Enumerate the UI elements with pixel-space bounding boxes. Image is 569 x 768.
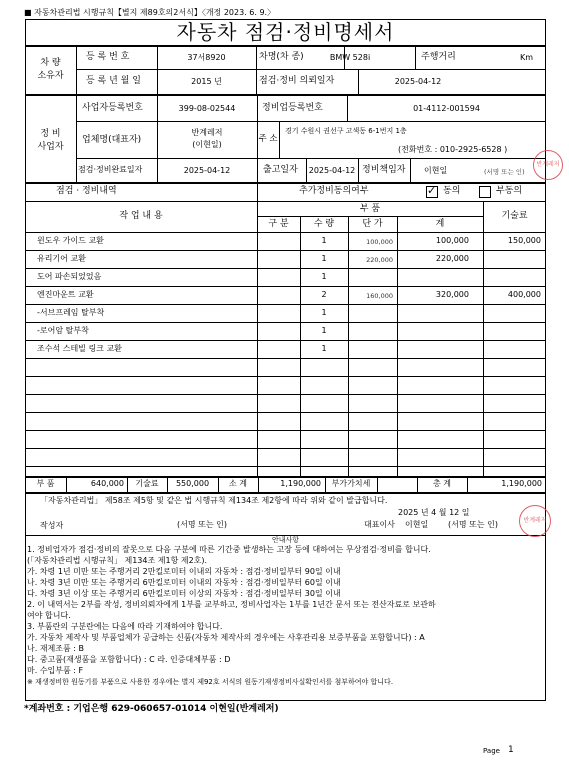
business-section-label: 정 비 bbox=[40, 129, 61, 139]
notice-line: 가. 차령 1년 미만 또는 주행거리 2만킬로미터 이내의 자동차 : 점검·정비일부터 90일 이내 bbox=[27, 567, 341, 576]
business-section-label-2: 사업자 bbox=[37, 142, 64, 152]
col-qty-header: 수 량 bbox=[313, 219, 335, 229]
row-work: 조수석 스테빌 링크 교환 bbox=[37, 344, 122, 353]
col-labor-header: 기술료 bbox=[501, 211, 528, 221]
ceo-name: 이현일 bbox=[405, 520, 429, 529]
ceo-label: 대표이사 bbox=[364, 520, 395, 529]
notice-title: 안내사항 bbox=[271, 536, 300, 544]
shop-reg-label: 정비업등록번호 bbox=[262, 103, 323, 113]
biz-reg-value: 399-08-02544 bbox=[178, 104, 236, 113]
row-qty: 1 bbox=[321, 254, 327, 263]
col-unit-header: 단 가 bbox=[362, 219, 383, 229]
model-label: 차명(차 종) bbox=[259, 52, 304, 62]
row-labor: 400,000 bbox=[507, 290, 541, 299]
notice-line: ※ 재생정비한 원동기를 부품으로 사용한 경우에는 별지 제92호 서식의 원동기재생정비사실확인서를 첨부하여야 합니다. bbox=[27, 678, 394, 686]
row-work: 유리기어 교환 bbox=[37, 254, 86, 263]
subtotal-value: 1,190,000 bbox=[280, 479, 321, 488]
manager-label: 정비책임자 bbox=[362, 165, 406, 175]
notice-line: 여야 합니다. bbox=[27, 611, 71, 620]
phone-value: (전화번호 : 010-2925-6528 ) bbox=[398, 145, 508, 154]
model-value: BMW 528i bbox=[329, 53, 371, 62]
row-qty: 1 bbox=[321, 344, 327, 353]
grand-total-value: 1,190,000 bbox=[501, 479, 542, 488]
company-owner: (이현일) bbox=[192, 140, 222, 149]
col-total-header: 계 bbox=[435, 219, 445, 229]
row-qty: 1 bbox=[321, 272, 327, 281]
agree-checkbox[interactable] bbox=[426, 186, 438, 198]
manager-value: 이현일 bbox=[424, 166, 448, 175]
row-unit: 220,000 bbox=[366, 256, 393, 264]
notice-line: 나. 차령 3년 미만 또는 주행거리 6만킬로미터 이내의 자동차 : 점검·정비일부터 60일 이내 bbox=[27, 578, 341, 587]
complete-date-label: 점검·정비완료일자 bbox=[78, 165, 143, 174]
address-value: 경기 수원시 권선구 고색동 6-1번지 1층 bbox=[285, 127, 407, 135]
page-title: 자동차 점검·정비명세서 bbox=[176, 20, 395, 44]
notice-line: (「자동차관리법 시행규칙」 제134조 제1항 제2호). bbox=[27, 556, 208, 565]
company-seal-icon: 반계레저 bbox=[533, 150, 563, 180]
mileage-unit: Km bbox=[520, 53, 534, 62]
row-work: -서브프레임 탈부착 bbox=[37, 308, 105, 317]
parts-total-value: 640,000 bbox=[90, 479, 124, 488]
row-work: 도어 파손되었었음 bbox=[37, 272, 102, 281]
reg-year-value: 2015 년 bbox=[191, 77, 222, 86]
writer-label: 작성자 bbox=[40, 521, 64, 530]
row-total: 220,000 bbox=[435, 254, 469, 263]
form-reference: ■ 자동차관리법 시행규칙【별지 제89호의2서식】〈개정 2023. 6. 9.〉 bbox=[24, 8, 276, 17]
complete-date-value: 2025-04-12 bbox=[183, 166, 231, 175]
row-unit: 160,000 bbox=[366, 292, 393, 300]
address-label: 주 소 bbox=[258, 134, 278, 144]
writer-sign: (서명 또는 인) bbox=[177, 520, 227, 529]
ceo-sign: (서명 또는 인) bbox=[448, 520, 498, 529]
vehicle-section-label-2: 소유자 bbox=[37, 71, 64, 81]
col-work-header: 작 업 내 용 bbox=[119, 211, 163, 221]
company-name-label: 업체명(대표자) bbox=[82, 135, 142, 145]
row-total: 100,000 bbox=[435, 236, 469, 245]
row-qty: 2 bbox=[321, 290, 327, 299]
notice-line: 다. 차령 3년 이상 또는 주행거리 6만킬로미터 이상의 자동차 : 점검·정비일부터 30일 이내 bbox=[27, 589, 341, 598]
agree-label: 동의 bbox=[443, 186, 461, 196]
col-parts-header: 부 품 bbox=[359, 204, 381, 214]
row-work: 엔진마운트 교환 bbox=[37, 290, 94, 299]
subtotal-label: 소 계 bbox=[229, 479, 247, 488]
row-work: -로어암 탈부착 bbox=[37, 326, 89, 335]
details-label: 점검 · 정비내역 bbox=[56, 186, 117, 196]
account-info: *계좌번호 : 기업은행 629-060657-01014 이현일(반계레저) bbox=[24, 704, 279, 714]
row-qty: 1 bbox=[321, 308, 327, 317]
issuance-statement: 「자동차관리법」 제58조 제5항 및 같은 법 시행규칙 제134조 제2항에 따라 위와 같이 발급합니다. bbox=[40, 496, 388, 505]
row-qty: 1 bbox=[321, 236, 327, 245]
vat-label: 부가가치세 bbox=[331, 479, 371, 488]
notice-line: 가. 자동차 제작사 및 부품업체가 공급하는 신품(자동차 제작사의 경우에는 사후관리용 보증부품을 포함합니다) : A bbox=[27, 633, 425, 642]
notice-line: 2. 이 내역서는 2부를 작성, 정비의뢰자에게 1부를 교부하고, 정비사업자는 1부를 1년간 문서 또는 전산자료로 보관하 bbox=[27, 600, 436, 609]
row-total: 320,000 bbox=[435, 290, 469, 299]
notice-line: 마. 수입부품 : F bbox=[27, 666, 84, 675]
page-number: 1 bbox=[508, 745, 514, 755]
col-type-header: 구 분 bbox=[268, 219, 289, 229]
ceo-seal-icon: 반계레저 bbox=[519, 505, 551, 537]
row-labor: 150,000 bbox=[507, 236, 541, 245]
labor-total-value: 550,000 bbox=[175, 479, 210, 488]
release-date-value: 2025-04-12 bbox=[308, 166, 356, 175]
issuance-date: 2025 년 4 월 12 일 bbox=[398, 508, 470, 517]
reg-year-label: 등 록 년 월 일 bbox=[86, 76, 141, 86]
release-date-label: 출고일자 bbox=[263, 165, 298, 175]
request-date-label: 점검·정비 의뢰일자 bbox=[259, 76, 335, 86]
reg-no-label: 등 록 번 호 bbox=[86, 52, 130, 62]
company-name: 반계레저 bbox=[191, 128, 223, 137]
row-work: 윈도우 가이드 교환 bbox=[37, 236, 104, 245]
vehicle-section-label: 차 량 bbox=[40, 58, 61, 68]
row-qty: 1 bbox=[321, 326, 327, 335]
manager-sign: (서명 또는 인) bbox=[484, 168, 525, 176]
row-unit: 100,000 bbox=[366, 238, 393, 246]
reg-no-value: 37서8920 bbox=[187, 53, 226, 62]
labor-total-label: 기술료 bbox=[135, 479, 159, 488]
disagree-label: 부동의 bbox=[496, 186, 523, 196]
notice-line: 1. 정비업자가 점검·정비의 잘못으로 다음 구분에 따른 기간중 발생하는 고장 등에 대하여는 무상점검·정비를 합니다. bbox=[27, 545, 431, 554]
shop-reg-value: 01-4112-001594 bbox=[413, 104, 480, 113]
notice-line: 나. 재제조품 : B bbox=[27, 644, 84, 653]
notice-line: 다. 중고품(재생품을 포함합니다) : C 라. 인증대체부품 : D bbox=[27, 655, 231, 664]
check-icon: ✓ bbox=[427, 184, 437, 197]
grand-total-label: 총 계 bbox=[433, 479, 451, 488]
page-label: Page bbox=[483, 747, 500, 755]
biz-reg-label: 사업자등록번호 bbox=[82, 103, 143, 113]
disagree-checkbox[interactable] bbox=[479, 186, 491, 198]
mileage-label: 주행거리 bbox=[421, 52, 456, 62]
notice-line: 3. 부품란의 구분란에는 다음에 따라 기재하여야 합니다. bbox=[27, 622, 223, 631]
request-date-value: 2025-04-12 bbox=[394, 77, 442, 86]
consent-label: 추가정비동의여부 bbox=[299, 186, 369, 196]
parts-total-label: 부 품 bbox=[36, 479, 55, 488]
